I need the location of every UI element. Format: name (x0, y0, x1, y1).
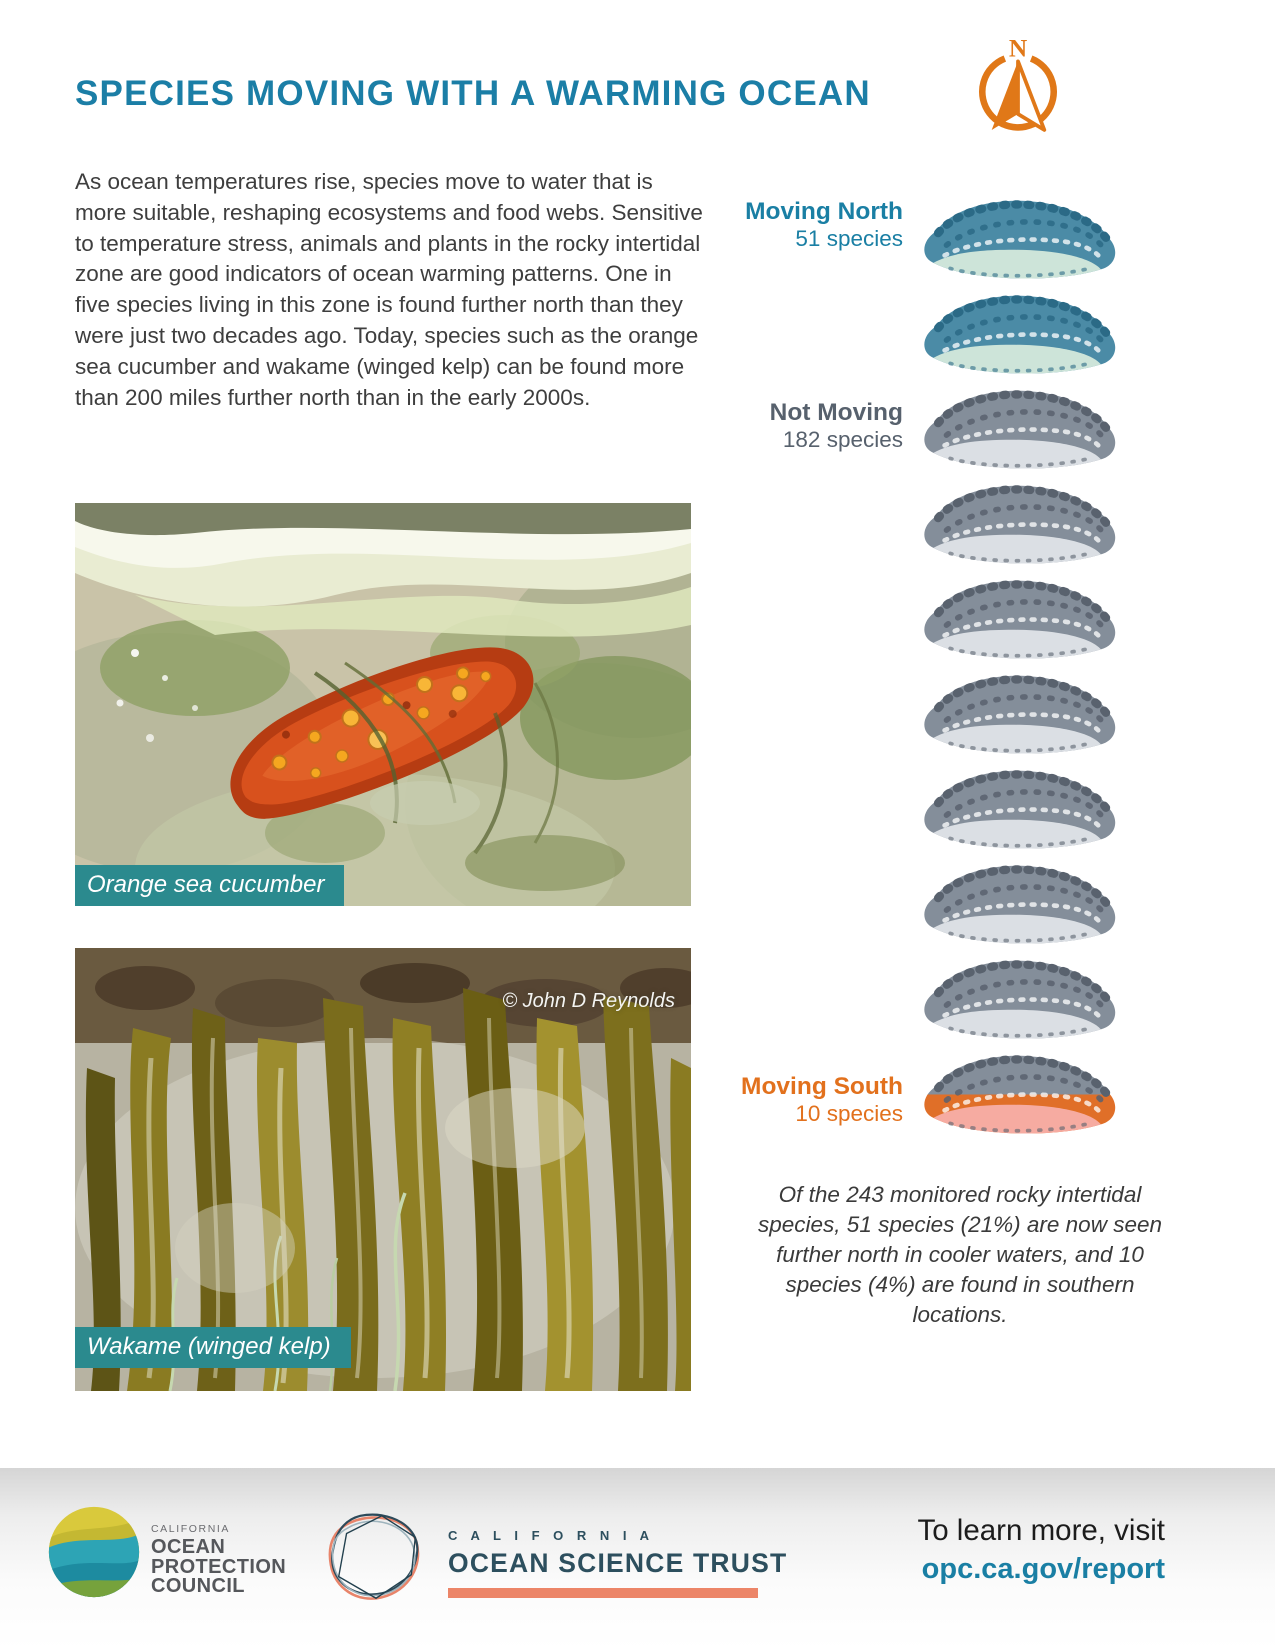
photo-caption: Wakame (winged kelp) (75, 1327, 351, 1368)
legend-moving-south (663, 1073, 903, 1127)
page-title: SPECIES MOVING WITH A WARMING OCEAN (75, 74, 871, 113)
photo-credit: © John D Reynolds (502, 990, 675, 1012)
orange-sea-cucumber-photo (75, 503, 691, 906)
opc-logo-icon (47, 1505, 141, 1599)
moving-south-label: Moving South (741, 1073, 903, 1100)
sea-cucumber-icon (916, 479, 1128, 574)
sea-cucumber-icon (916, 1049, 1128, 1144)
compass-n-label: N (1008, 34, 1028, 63)
sea-cucumber-icon (916, 574, 1128, 669)
sea-cucumber-icon (916, 194, 1128, 289)
sea-cucumber-icon (916, 764, 1128, 859)
sea-cucumber-icon (916, 859, 1128, 954)
opc-line-council: COUNCIL (151, 1575, 245, 1597)
legend-not-moving (663, 399, 903, 453)
ost-name-label: OCEAN SCIENCE TRUST (448, 1548, 788, 1578)
intro-paragraph: As ocean temperatures rise, species move to water that is more suitable, reshaping ecosystems and food webs. Sensitive to temperature stress, animals and plants in the rocky intertidal zone are good indicators of ocean warming patterns. One in five species living in this zone is found further north than they were just two decades ago. Today, species such as the orange sea cucumber and wakame (winged kelp) can be found more than 200 miles further north than in the early 2000s. (75, 169, 703, 410)
sea-cucumber-icon (916, 669, 1128, 764)
sea-cucumber-icon (916, 384, 1128, 479)
moving-north-count: 51 species (795, 226, 903, 251)
opc-line-protection: PROTECTION (151, 1555, 287, 1578)
footer (0, 1468, 1275, 1650)
moving-south-count: 10 species (795, 1101, 903, 1126)
opc-logo-text (151, 1523, 286, 1597)
not-moving-label: Not Moving (769, 399, 903, 426)
opc-california-label: CALIFORNIA (151, 1523, 231, 1535)
report-link[interactable]: opc.ca.gov/report (921, 1553, 1165, 1585)
ost-logo-text (448, 1528, 787, 1598)
learn-more (917, 1512, 1165, 1588)
sea-cucumber-icon (916, 289, 1128, 384)
orange-sea-cucumber-illustration (75, 503, 691, 906)
compass-north-icon (971, 34, 1065, 146)
wakame-illustration (75, 948, 691, 1391)
not-moving-count: 182 species (782, 427, 903, 452)
photo-caption: Orange sea cucumber (75, 865, 344, 906)
ost-logo-icon (320, 1504, 434, 1612)
learn-more-text: To learn more, visit (917, 1514, 1165, 1547)
ost-underline-bar (448, 1588, 758, 1598)
sea-cucumber-icon (916, 954, 1128, 1049)
sea-cucumber-pictogram (916, 194, 1128, 1144)
opc-line-ocean: OCEAN (151, 1536, 226, 1558)
ost-california-label: C A L I F O R N I A (448, 1528, 654, 1543)
moving-north-label: Moving North (745, 198, 903, 225)
wakame-photo (75, 948, 691, 1391)
summary-note: Of the 243 monitored rocky intertidal species, 51 species (21%) are now seen further north in cooler waters, and 10 species (4%) are found in southern locations. (758, 1182, 1162, 1327)
legend-moving-north (663, 198, 903, 252)
